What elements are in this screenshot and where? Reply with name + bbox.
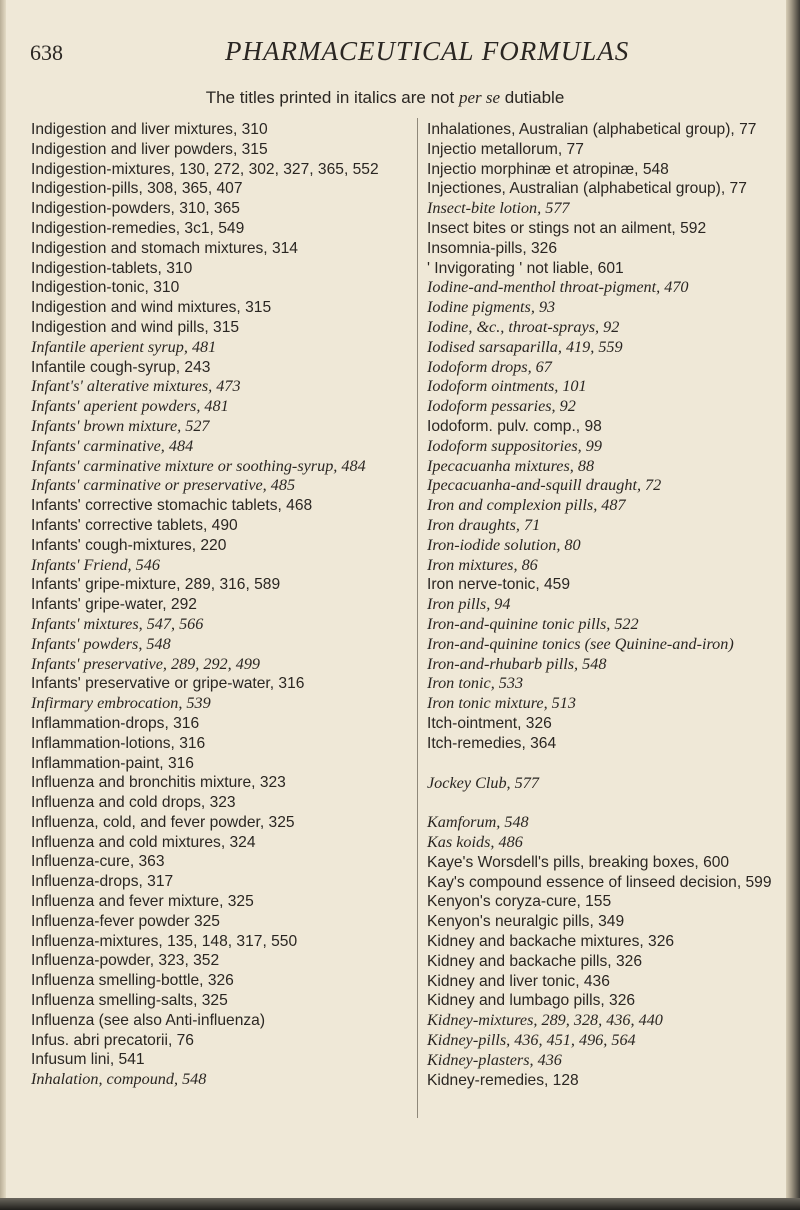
index-entry: Infants' gripe-mixture, 289, 316, 589 [31, 576, 281, 594]
index-entry: Kidney-remedies, 128 [427, 1071, 579, 1089]
index-entry: Indigestion-remedies, 3c1, 549 [31, 219, 245, 237]
index-entry: Influenza (see also Anti-influenza) [31, 1011, 266, 1029]
index-entry-italic: Iron and complexion pills, 487 [427, 496, 626, 515]
index-entry-italic: Infants' carminative mixture or soothing-syrup, 484 [31, 456, 366, 475]
index-entry: Indigestion and liver powders, 315 [31, 140, 268, 158]
index-entry: Inflammation-paint, 316 [31, 754, 194, 772]
index-entry: Kidney and lumbago pills, 326 [427, 992, 636, 1010]
index-entry-italic: Infants' carminative, 484 [31, 436, 194, 455]
index-entry: Kay's compound essence of linseed decision, 599 [427, 873, 772, 891]
notice-suffix: dutiable [500, 88, 565, 107]
index-entry: Kidney and backache mixtures, 326 [427, 933, 675, 951]
index-entry: Indigestion and wind pills, 315 [31, 318, 240, 336]
index-entry-italic: Kas koids, 486 [427, 833, 523, 852]
index-entry-italic: Insect-bite lotion, 577 [427, 199, 570, 218]
index-entry: Injectiones, Australian (alphabetical group), 77 [427, 180, 747, 198]
index-entry: Influenza and bronchitis mixture, 323 [31, 774, 286, 792]
index-entry: Influenza and cold mixtures, 324 [31, 833, 256, 851]
page-right-edge [786, 0, 800, 1210]
index-entry-italic: Iron mixtures, 86 [427, 555, 538, 574]
index-entry-italic: Iron pills, 94 [427, 595, 511, 614]
index-entry: Kaye's Worsdell's pills, breaking boxes, 600 [427, 853, 730, 871]
index-entry-italic: Infants' mixtures, 547, 566 [31, 614, 204, 633]
index-entry-italic: Infants' aperient powders, 481 [31, 397, 229, 416]
index-entry-italic: Kidney-mixtures, 289, 328, 436, 440 [427, 1011, 663, 1030]
notice-italic: per se [458, 88, 501, 107]
index-entry: Kenyon's neuralgic pills, 349 [427, 913, 625, 931]
index-entry-italic: Ipecacuanha-and-squill draught, 72 [427, 476, 662, 495]
index-entry: Kenyon's coryza-cure, 155 [427, 893, 612, 911]
index-entry: Infants' cough-mixtures, 220 [31, 536, 227, 554]
index-entry-italic: Iron tonic mixture, 513 [427, 694, 576, 713]
index-entry: Influenza-cure, 363 [31, 853, 165, 871]
index-entry: Influenza smelling-salts, 325 [31, 992, 228, 1010]
index-entry: Influenza and cold drops, 323 [31, 794, 236, 812]
index-entry-italic: Iodoform ointments, 101 [427, 377, 587, 396]
index-entry: Infants' gripe-water, 292 [31, 596, 197, 614]
index-entry-italic: Jockey Club, 577 [427, 773, 539, 792]
index-entry-italic: Infirmary embrocation, 539 [31, 694, 211, 713]
index-entry: Insomnia-pills, 326 [427, 239, 558, 257]
page-number: 638 [30, 40, 63, 65]
notice-prefix: The titles printed in italics are not [205, 88, 459, 107]
letter-section-gap [427, 754, 777, 774]
index-entry: Infants' corrective stomachic tablets, 468 [31, 497, 313, 515]
index-entry: Indigestion-powders, 310, 365 [31, 200, 240, 218]
index-entry: Influenza-fever powder 325 [31, 912, 220, 930]
index-entry: Indigestion-tablets, 310 [31, 259, 193, 277]
index-entry: Infants' corrective tablets, 490 [31, 516, 238, 534]
index-entry-italic: Infants' carminative or preservative, 485 [31, 476, 296, 495]
index-entry-italic: Iodoform drops, 67 [427, 357, 552, 376]
index-entry: Influenza and fever mixture, 325 [31, 893, 254, 911]
index-entry: Influenza, cold, and fever powder, 325 [31, 813, 295, 831]
page-left-edge [0, 0, 6, 1210]
index-entry: Kidney and backache pills, 326 [427, 952, 642, 970]
index-entry-italic: Iodine pigments, 93 [427, 298, 556, 317]
index-entry: Kidney and liver tonic, 436 [427, 972, 610, 990]
index-column-left [31, 120, 413, 1090]
index-entry: Insect bites or stings not an ailment, 592 [427, 219, 707, 237]
index-entry-italic: Kidney-plasters, 436 [427, 1050, 562, 1069]
index-entry-italic: Infants' preservative, 289, 292, 499 [31, 654, 261, 673]
index-entry-italic: Iron-and-rhubarb pills, 548 [427, 654, 607, 673]
index-entry: Inhalationes, Australian (alphabetical group), 77 [427, 121, 757, 138]
index-entry-italic: Iodoform pessaries, 92 [427, 397, 576, 416]
index-entry-italic: Infants' brown mixture, 527 [31, 416, 210, 435]
index-entry-italic: Kidney-pills, 436, 451, 496, 564 [427, 1031, 636, 1050]
index-column-right [427, 120, 777, 1090]
index-entry-italic: Infant's' alterative mixtures, 473 [31, 377, 241, 396]
index-entry-italic: Iron-and-quinine tonic pills, 522 [427, 614, 639, 633]
index-entry-italic: Iron draughts, 71 [427, 515, 541, 534]
index-entry: Injectio metallorum, 77 [427, 140, 584, 158]
index-entry: Indigestion and wind mixtures, 315 [31, 299, 272, 317]
index-entry: Influenza smelling-bottle, 326 [31, 972, 234, 990]
index-entry-italic: Infantile aperient syrup, 481 [31, 337, 217, 356]
index-entry: Infants' preservative or gripe-water, 316 [31, 675, 305, 693]
index-entry: Infus. abri precatorii, 76 [31, 1031, 194, 1049]
index-entry-italic: Infants' Friend, 546 [31, 555, 160, 574]
index-entry-italic: Iron-iodide solution, 80 [427, 535, 581, 554]
index-entry: Itch-ointment, 326 [427, 714, 552, 732]
index-entry: Infantile cough-syrup, 243 [31, 358, 211, 376]
index-entry-italic: Inhalation, compound, 548 [31, 1070, 207, 1089]
index-entry-italic: Iodine, &c., throat-sprays, 92 [427, 317, 620, 336]
italics-notice [0, 88, 770, 108]
index-entry: Inflammation-lotions, 316 [31, 734, 206, 752]
index-entry: Inflammation-drops, 316 [31, 714, 200, 732]
index-entry-italic: Iron tonic, 533 [427, 674, 524, 693]
index-entry: Indigestion and stomach mixtures, 314 [31, 239, 298, 257]
index-entry-italic: Iodised sarsaparilla, 419, 559 [427, 337, 623, 356]
index-entry: Influenza-drops, 317 [31, 873, 174, 891]
index-entry: Indigestion-tonic, 310 [31, 279, 180, 297]
index-entry: Indigestion-mixtures, 130, 272, 302, 327, 365, 552 [31, 160, 379, 178]
index-entry: Influenza-mixtures, 135, 148, 317, 550 [31, 932, 298, 950]
index-entry: Iodoform. pulv. comp., 98 [427, 417, 602, 435]
index-entry: Indigestion-pills, 308, 365, 407 [31, 180, 243, 198]
index-entry-italic: Kamforum, 548 [427, 813, 529, 832]
index-entry: Influenza-powder, 323, 352 [31, 952, 220, 970]
index-entry: Indigestion and liver mixtures, 310 [31, 121, 268, 138]
index-entry-italic: Ipecacuanha mixtures, 88 [427, 456, 595, 475]
index-entry-italic: Iodine-and-menthol throat-pigment, 470 [427, 278, 689, 297]
index-entry-italic: Infants' powders, 548 [31, 634, 171, 653]
index-entry: ' Invigorating ' not liable, 601 [427, 259, 624, 277]
index-entry-italic: Iron-and-quinine tonics (see Quinine-and-iron) [427, 634, 734, 653]
index-entry: Itch-remedies, 364 [427, 734, 557, 752]
index-entry-italic: Iodoform suppositories, 99 [427, 436, 602, 455]
column-divider [417, 118, 418, 1118]
index-entry: Injectio morphinæ et atropinæ, 548 [427, 160, 669, 178]
index-entry: Infusum lini, 541 [31, 1051, 145, 1069]
page-bottom-edge [0, 1198, 800, 1210]
running-head: PHARMACEUTICAL FORMULAS [225, 36, 630, 66]
index-entry: Iron nerve-tonic, 459 [427, 576, 571, 594]
letter-section-gap [427, 793, 777, 813]
